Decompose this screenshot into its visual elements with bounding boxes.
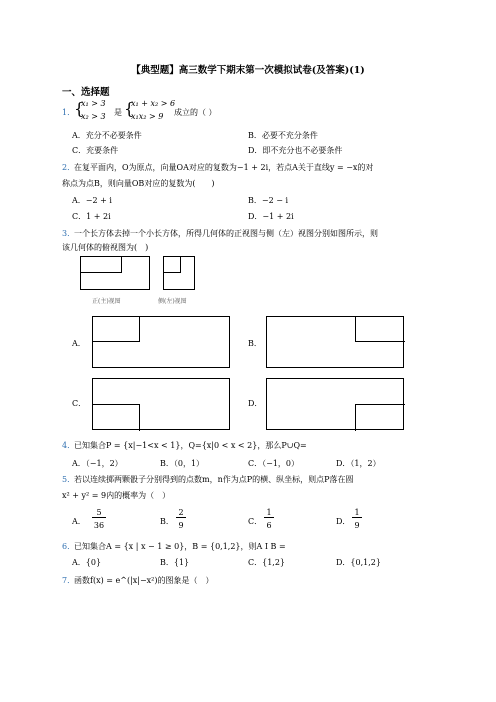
option-d[interactable]: D．	[336, 517, 351, 526]
question-text: 已知集合A = {x | x − 1 ≥ 0}，B = {0,1,2}，则A I B =	[74, 542, 286, 551]
question-number: 6．	[62, 542, 76, 551]
question-text: 函数f(x) = e^(|x|−x²)的图象是（ ）	[74, 576, 214, 585]
option-c[interactable]: C．（−1，0）	[248, 459, 300, 468]
option-c-inner-rect	[92, 404, 140, 431]
section-heading: 一、选择题	[62, 87, 110, 98]
option-c-figure[interactable]	[92, 378, 230, 430]
option-d[interactable]: D．−1 + 2i	[248, 212, 294, 221]
question-line-1: 若以连续掷两颗骰子分别得到的点数m，n作为点P的横、纵坐标，则点P落在圆	[74, 475, 354, 484]
question-tail: 成立的（ ）	[174, 108, 217, 117]
option-c[interactable]: C．1 + 2i	[72, 212, 111, 221]
option-b-numerator: 2	[176, 508, 186, 518]
brace-left: {	[74, 99, 85, 118]
option-a-figure[interactable]	[92, 316, 230, 368]
option-b[interactable]: B．（0，1）	[160, 459, 205, 468]
question-number: 3．	[62, 229, 76, 238]
option-a[interactable]: A．（−1，2）	[72, 459, 123, 468]
question-line-2: x² + y² = 9内的概率为（ ）	[62, 491, 171, 500]
option-a-inner-rect	[92, 316, 140, 342]
question-number: 2．	[62, 163, 76, 172]
front-view-caption: 正(主)视图	[92, 298, 121, 305]
question-number: 5．	[62, 475, 76, 484]
question-number: 4．	[62, 441, 76, 450]
option-b[interactable]: B．−2 − i	[248, 196, 289, 205]
question-number: 1．	[62, 108, 76, 117]
option-d-denominator: 9	[354, 521, 360, 530]
option-a[interactable]: A．	[72, 339, 86, 348]
side-view-notch	[163, 256, 181, 273]
brace-left-2: {	[124, 99, 135, 118]
option-b-figure[interactable]	[266, 316, 404, 368]
question-line-1: 在复平面内，O为原点，向量OA对应的复数为−1 + 2i，若点A关于直线y = −x的对	[74, 163, 374, 172]
option-a-denominator: 36	[93, 521, 105, 530]
option-a[interactable]: A．充分不必要条件	[72, 131, 142, 140]
question-line-2: 称点为点B，则向量OB对应的复数为( )	[62, 179, 215, 188]
option-c[interactable]: C．	[72, 399, 87, 408]
side-view-figure	[163, 256, 195, 290]
option-b-denominator: 9	[178, 521, 184, 530]
option-d[interactable]: D．（1，2）	[336, 459, 381, 468]
option-a[interactable]: A．{0}	[72, 558, 102, 567]
condition-1a: x₁ > 3	[81, 99, 106, 108]
side-view-caption: 侧(左)视图	[158, 298, 187, 305]
option-b[interactable]: B．{1}	[160, 558, 190, 567]
option-d[interactable]: D．{0,1,2}	[336, 558, 381, 567]
option-a-numerator: 5	[92, 508, 106, 518]
option-c-numerator: 1	[264, 508, 274, 518]
condition-2a: x₁ + x₂ > 6	[131, 99, 176, 108]
option-b-inner-rect	[355, 316, 405, 342]
option-b[interactable]: B．	[248, 339, 262, 348]
option-c[interactable]: C．{1,2}	[248, 558, 286, 567]
option-c[interactable]: C．	[248, 517, 263, 526]
option-c-denominator: 6	[266, 521, 272, 530]
question-number: 7．	[62, 576, 76, 585]
is-label: 是	[114, 108, 122, 117]
option-d-numerator: 1	[352, 508, 362, 518]
option-b[interactable]: B．必要不充分条件	[248, 131, 318, 140]
option-d[interactable]: D．即不充分也不必要条件	[248, 146, 343, 155]
option-a[interactable]: A．−2 + i	[72, 196, 112, 205]
front-view-notch	[80, 256, 122, 273]
condition-2b: x₁x₂ > 9	[131, 112, 164, 121]
option-a[interactable]: A．	[72, 517, 86, 526]
option-d[interactable]: D．	[248, 399, 263, 408]
front-view-figure	[80, 256, 150, 290]
question-text: 已知集合P = {x|−1<x < 1}，Q={x|0 < x < 2}，那么P∪Q=	[74, 441, 307, 450]
condition-1b: x₂ > 3	[81, 112, 106, 121]
option-d-inner-rect	[355, 404, 405, 431]
option-b[interactable]: B．	[160, 517, 174, 526]
question-line-1: 一个长方体去掉一个小长方体，所得几何体的正视图与侧（左）视图分别如图所示，则	[74, 229, 378, 238]
option-d-figure[interactable]	[266, 378, 404, 430]
question-line-2: 该几何体的俯视图为( )	[62, 243, 149, 252]
page-title: 【典型题】高三数学下期末第一次模拟试卷(及答案)(1)	[131, 65, 365, 76]
option-c[interactable]: C．充要条件	[72, 146, 119, 155]
